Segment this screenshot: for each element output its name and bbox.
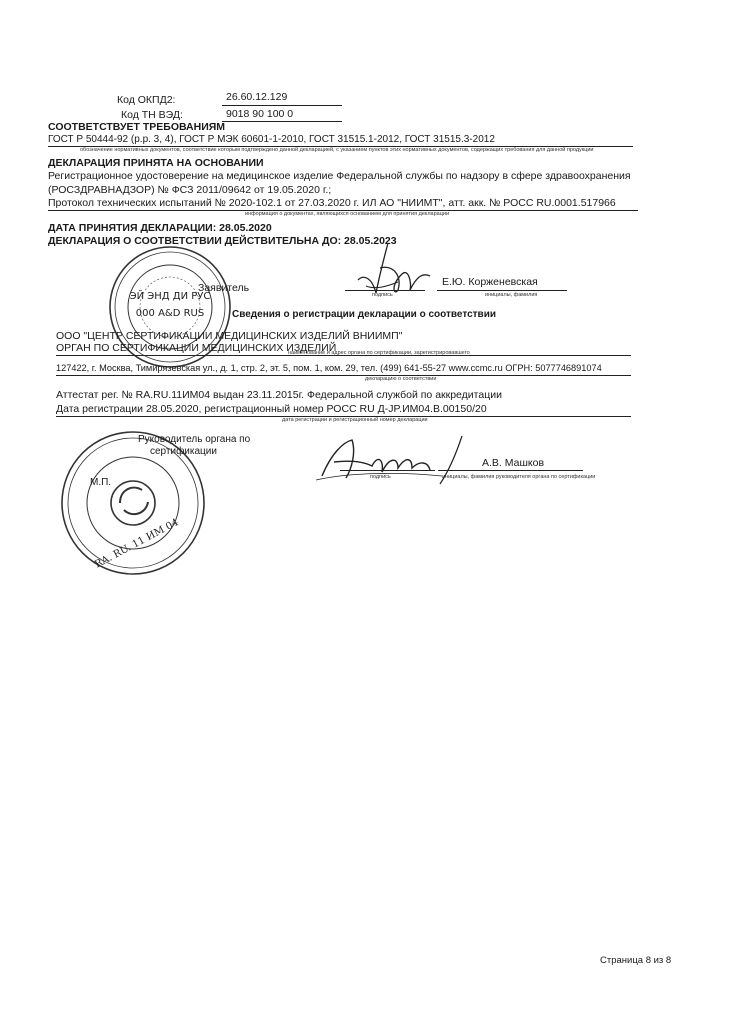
registration-caption-org: наименование и адрес органа по сертификации, зарегистрировавшего — [288, 350, 470, 356]
registration-attestat: Аттестат рег. № RA.RU.11ИМ04 выдан 23.11.2015г. Федеральной службой по аккредитации — [56, 389, 502, 401]
applicant-name-line — [437, 290, 567, 291]
head-caption-sign: подпись — [370, 474, 391, 480]
applicant-stamp-line1: ЭЙ ЭНД ДИ РУС — [129, 291, 211, 302]
applicant-caption-sign: подпись — [372, 292, 393, 298]
date-valid: ДЕКЛАРАЦИЯ О СООТВЕТСТВИИ ДЕЙСТВИТЕЛЬНА ДО: 28.05.2023 — [48, 235, 397, 247]
requirements-caption: обозначение нормативных документов, соответствие которым подтверждено данной декларацией, с указанием пунктов этих нормативных документов, содержащих требования для данной продукции — [80, 147, 594, 153]
page-number: Страница 8 из 8 — [600, 955, 672, 966]
okpd2-label: Код ОКПД2: — [117, 94, 176, 106]
applicant-name: Е.Ю. Корженевская — [442, 276, 538, 288]
head-name: А.В. Машков — [482, 457, 545, 469]
registration-reg-date: Дата регистрации 28.05.2020, регистрационный номер РОСС RU Д-JP.ИМ04.В.00150/20 — [56, 403, 487, 415]
applicant-stamp-line2: 000 A&D RUS — [135, 308, 205, 319]
registration-org2: ОРГАН ПО СЕРТИФИКАЦИИ МЕДИЦИНСКИХ ИЗДЕЛИЙ — [56, 342, 337, 354]
registration-address-underline — [56, 375, 631, 376]
applicant-sign-line — [345, 290, 425, 291]
registration-heading: Сведения о регистрации декларации о соответствии — [232, 309, 496, 320]
tnved-label: Код ТН ВЭД: — [121, 109, 183, 121]
basis-caption: информация о документах, являющихся основанием для принятия декларации — [245, 211, 450, 217]
okpd2-value: 26.60.12.129 — [226, 91, 288, 103]
head-sign-line — [340, 470, 435, 471]
requirements-text: ГОСТ Р 50444-92 (р.р. 3, 4), ГОСТ Р МЭК 60601-1-2010, ГОСТ 31515.1-2012, ГОСТ 31515.3-2012 — [48, 134, 495, 145]
applicant-label: Заявитель — [198, 282, 250, 294]
head-title-line2: сертификации — [150, 446, 217, 457]
head-title-line1: Руководитель органа по — [138, 434, 251, 445]
okpd2-underline — [222, 105, 342, 106]
registration-org1: ООО "ЦЕНТР СЕРТИФИКАЦИИ МЕДИЦИНСКИХ ИЗДЕЛИЙ ВНИИМП" — [56, 330, 403, 342]
head-name-line — [438, 470, 583, 471]
date-accepted: ДАТА ПРИНЯТИЯ ДЕКЛАРАЦИИ: 28.05.2020 — [48, 222, 272, 234]
head-caption-name: инициалы, фамилия руководителя органа по сертификации — [442, 474, 596, 480]
tnved-underline — [222, 121, 342, 122]
applicant-caption-name: инициалы, фамилия — [485, 292, 538, 298]
registration-caption-reg: дата регистрации и регистрационный номер декларации — [282, 417, 428, 423]
tnved-value: 9018 90 100 0 — [226, 108, 294, 120]
requirements-heading: СООТВЕТСТВУЕТ ТРЕБОВАНИЯМ — [48, 121, 226, 133]
certification-stamp-number: RA. RU. 11 ИМ 04 — [93, 517, 181, 571]
head-mp: М.П. — [90, 477, 112, 488]
registration-caption-address: декларацию о соответствии — [365, 376, 437, 382]
basis-line3: Протокол технических испытаний № 2020-102.1 от 27.03.2020 г. ИЛ АО "НИИМТ", атт. акк. № РОСС RU.0001.517966 — [48, 197, 616, 209]
basis-heading: ДЕКЛАРАЦИЯ ПРИНЯТА НА ОСНОВАНИИ — [48, 157, 264, 169]
basis-line1: Регистрационное удостоверение на медицинское изделие Федеральной службы по надзору в сфере здравоохранения — [48, 170, 631, 182]
basis-line2: (РОСЗДРАВНАДЗОР) № ФСЗ 2011/09642 от 19.05.2020 г.; — [48, 184, 332, 196]
applicant-signature — [350, 238, 440, 298]
registration-address: 127422, г. Москва, Тимирязевская ул., д. 1, стр. 2, эт. 5, пом. 1, ком. 29, тел. (499) 641-55-27 www.ccmc.ru ОГРН: 5077746891074 — [56, 363, 602, 373]
